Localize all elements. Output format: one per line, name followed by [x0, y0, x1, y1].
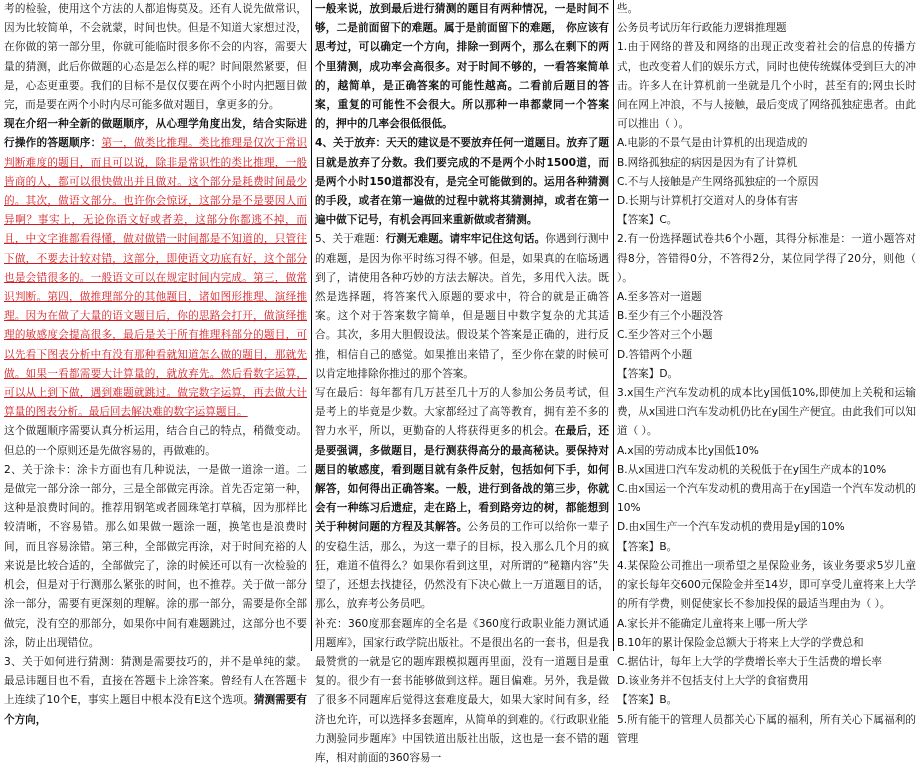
column-left [4, 0, 307, 651]
column-right [617, 0, 916, 651]
option: D.该业务并不包括支付上大学的食宿费用 [617, 672, 916, 691]
paragraph-guess-cases: 一般来说，放到最后进行猜测的题目有两种情况，一是时间不够，二是前面留下的难题。属于是前面留下的难题， 你应该有思考过，可以确定一个方向，排除一到两个，那么在剩下的两个里猜测，成功率会高很多。对于时间不够的，一看答案简单的，越简单，是正确答案的可能性越高。二看前后题目的答案，重复的可能性不会很大。所以那种一串都蒙同一个答案的，押中的几率会很低很低。 [315, 0, 609, 134]
option: D.答错两个小题 [617, 346, 916, 365]
paragraph-guessing: 3、关于如何进行猜测：猜测是需要技巧的，并不是单纯的蒙。最忌讳题目也不看，直接在答题卡上涂答案。曾经有人在答题卡上连续了10个E，事实上题目中根本没有E这个选项。猜测需要有个方向， [4, 653, 307, 730]
answer: 【答案】B。 [617, 691, 916, 710]
option: C.由x国运一个汽车发动机的费用高于在y国造一个汽车发动机的10% [617, 480, 916, 518]
option: B.至少有三个小题没答 [617, 307, 916, 326]
option: A.至多答对一道题 [617, 288, 916, 307]
question-5: 5.所有能干的管理人员都关心下属的福利，所有关心下属福利的管理 [617, 711, 916, 749]
paragraph: 这个做题顺序需要认真分析运用，结合自己的特点，稍微变动。但总的一个原则还是先做容易的，再做难的。 [4, 422, 307, 460]
paragraph-closing: 写在最后：每年都有几万甚至几十万的人参加公务员考试，但是考上的毕竟是少数。大家都经过了高等教育，拥有差不多的智力水平，所以，更勤奋的人将获得更多的机会。在最后，还是要强调，多做题目，是行测获得高分的最高秘诀。要保持对题目的敏感度，看到题目就有条件反射，包括如何下手，如何解答，如何得出正确答案。一般，进行到备战的第三步，你就会有一种练习后遗症，走在路上，看到路旁边的树，都能想到关于种树问题的方程及其解答。公务员的工作可以给你一辈子的安稳生活，那么，为这一辈子的目标，投入那么几个月的疯狂，难道不值得么？如果你看到这里，对所谓的“秘籍内容”失望了，还想去找捷径，仍然没有下决心做上一万道题目的话，那么，放弃考公务员吧。 [315, 384, 609, 614]
column-divider [311, 0, 312, 651]
option: C.据估计，每年上大学的学费增长率大于生活费的增长率 [617, 653, 916, 672]
paragraph-giving-up: 4、关于放弃：天天的建议是不要放弃任何一道题目。放弃了题目就是放弃了分数。我们要完成的不是两个小时1500道，而是两个小时150道都没有，是完全可能做到的。运用各种猜测的手段，或者在第一遍做的过程中就将其猜测掉，或者在第一遍中做下记号，有机会再回来重新做或者猜测。 [315, 134, 609, 230]
option: D.由x国生产一个汽车发动机的费用是y国的10% [617, 518, 916, 537]
option: A.家长并不能确定儿童将来上哪一所大学 [617, 615, 916, 634]
question-1: 1.由于网络的普及和网络的出现正改变着社会的信息的传播方式，也改变着人们的娱乐方式，同时也使传统媒体受到巨大的冲击。许多人在计算机前一坐就是几个小时，甚至有的;网虫长时间在网上冲浪，不与人接触，最后变成了网络孤独症患者。由此可以推出（ ）。 [617, 38, 916, 134]
option: B.10年的累计保险金总额大于将来上大学的学费总和 [617, 634, 916, 653]
section-title: 公务员考试历年行政能力逻辑推理题 [617, 19, 916, 38]
option: A.电影的不景气是由计算机的出现造成的 [617, 134, 916, 153]
question-2: 2.有一份选择题试卷共6个小题，其得分标准是：一道小题答对得8分，答错得0分，不答得2分，某位同学得了20分，则他（ ）。 [617, 230, 916, 288]
answer: 【答案】D。 [617, 365, 916, 384]
paragraph: 考的检验，使用这个方法的人都追悔莫及。还有人说先做常识，因为比较简单，不会就蒙，时间也快。但是不知道大家想过没，在你做的第一部分里，你就可能临时很多你不会的内容，需要大量的猜测，此后你做题的心态是怎么样的呢？时间限然紧要，但是，心态更重要。我们的目标不是仅仅要在两个小时内把题目做完，而是要在两个小时内尽可能多做对题目，拿更多的分。 [4, 0, 307, 115]
column-divider [613, 0, 614, 651]
bold-lead: 现在介绍一种全新的做题顺序，从心理学角度出发，结合实际进行操作的答题顺序： [4, 118, 307, 149]
column-middle [315, 0, 609, 651]
option: A.x国的劳动成本比y国低10% [617, 442, 916, 461]
option: C.不与人接触是产生网络孤独症的一个原因 [617, 173, 916, 192]
paragraph: 些。 [617, 0, 916, 19]
option: D.长期与计算机打交道对人的身体有害 [617, 192, 916, 211]
answer: 【答案】B。 [617, 538, 916, 557]
option: B.从x国进口汽车发动机的关税低于在y国生产成本的10% [617, 461, 916, 480]
paragraph-supplement: 补充：360度那套题库的全名是《360度行政职业能力测试通用题库》，国家行政学院出版社。不是很出名的一套书，但是我最赞赏的一就是它的题库跟模拟题再里面，没有一道题目是重复的。很少有一套书能够做到这样。题目偏难。另外，我是做了很多不同题库后觉得这套难度最大，如果大家时间有多，经济也允许，可以选择多套题库，从简单的到难的。《行政职业能力测验同步题库》中国铁道出版社出版，这也是一套不错的题库，相对前面的360容易一 [315, 615, 609, 768]
answer: 【答案】C。 [617, 211, 916, 230]
question-4: 4.某保险公司推出一项希望之星保险业务，该业务要求5岁儿童的家长每年交600元保险金并至14岁，即可享受儿童将来上大学的所有学费，则促使家长不参加投保的最适当理由为（ ）。 [617, 557, 916, 615]
option: C.至少答对三个小题 [617, 326, 916, 345]
red-underlined-text: 第一，做类比推理。类比推理是仅次于常识判断难度的题目，而且可以说，除非是常识性的类比推理，一般皆商的人，都可以很快做出并且做对。这个部分是耗费时间最少的。其次，做语文部分。也许你会惊讶，这部分是不是要因人而异啊？事实上，无论你语文好或者差，这部分你都逃不掉，而且，中文字谁都看得懂，做对做错一时间都是不知道的，只管往下做，不要去计较对错，这部分，即使语文功底有好，这个部分也是会错很多的。一般语文可以在规定时间内完成。第三，做常识判断。第四，做推理部分的其他题目，诸如图形推理、演绎推理。因为在做了大量的语文题目后，你的思路会打开，做演绎推理的敏感度会提高很多，最后是关于所有推理科部分的题目，可以先看下图表分析中有没有那种看就知道怎么做的题目，那就先做。如果一看都需要大计算量的，就放弃先。然后看数字运算，可以从上到下做，遇到难题就跳过。做完数字运算，再去做大计算量的图表分析。最后回去解决难的数字运算题目。 [4, 137, 307, 418]
question-3: 3.x国生产汽车发动机的成本比y国低10%,即使加上关税和运输费，从x国进口汽车发动机仍比在y国生产便宜。由此我们可以知道（ ）。 [617, 384, 916, 442]
option: B.网络孤独症的病因是因为有了计算机 [617, 154, 916, 173]
paragraph-answer-order [4, 115, 307, 422]
paragraph-hard-questions: 5、关于难题：行测无难题。请牢牢记住这句话。你遇到行测中的难题，是因为你平时练习得不够。但是，如果真的在临场遇到了，请使用各种巧妙的方法去解决。首先，多用代入法。既然是选择题，将答案代入原题的要求中，符合的就是正确答案。这个对于答案数字简单，但是题目中数字复杂的尤其适合。其次，多用大胆假设法。假设某个答案是正确的，进行反推，相信自己的感觉。如果推出来错了，至少你在蒙的时候可以肯定地排除你推过的那个答案。 [315, 230, 609, 384]
paragraph-card-filling: 2、关于涂卡：涂卡方面也有几种说法，一是做一道涂一道。二是做完一部分涂一部分，三是全部做完再涂。首先否定第一种，这种是浪费时间的。推荐用钢笔或者圆珠笔打草稿，因为那样比较清晰，不容易错。那么如果做一题涂一题，换笔也是浪费时间，而且容易涂错。第三种，全部做完再涂，对于时间充裕的人来说是比较合适的，全部做完了，涂的时候还可以有一次检验的机会，但是对于行测那么紧张的时间，也不推荐。关于做一部分涂一部分，需要有更深刻的理解。涂的那一部分，需要是你全部做完，没有空的那部分，如果你中间有难题跳过，这部分也不要涂，防止出现错位。 [4, 461, 307, 653]
